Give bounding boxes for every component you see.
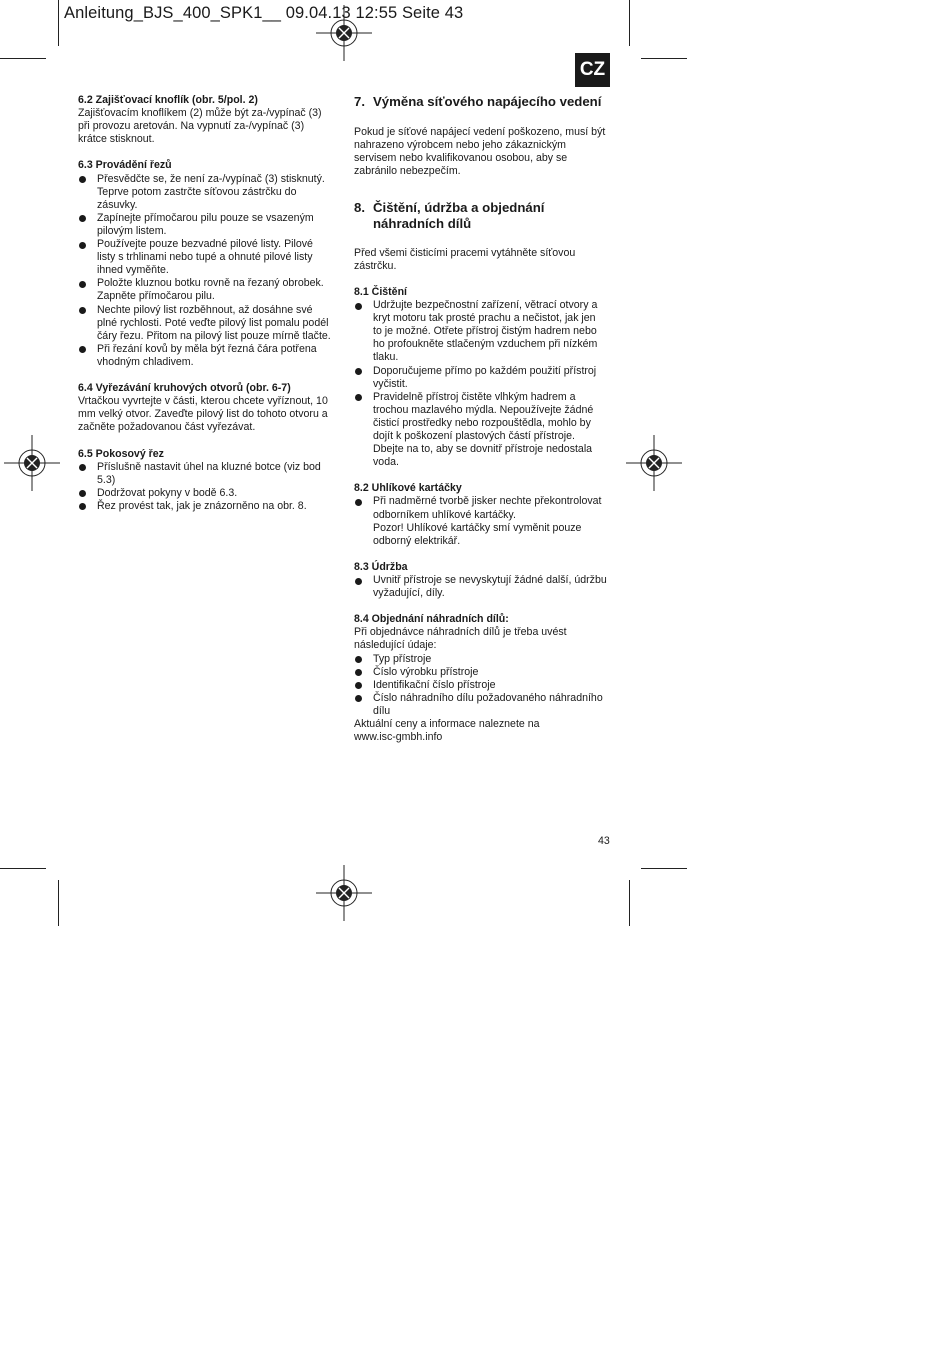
- text-line: zásuvky.: [97, 198, 138, 211]
- list-item: [78, 461, 336, 487]
- text-line: to je možné. Otřete přístroj čistým hadrem nebo: [373, 325, 597, 338]
- list-item: [354, 365, 616, 391]
- text-line: Zapněte přímočarou pilu.: [97, 290, 215, 303]
- list-item: [354, 495, 616, 547]
- list-item: [354, 574, 616, 600]
- language-badge: CZ: [575, 53, 610, 87]
- crop-mark: [629, 880, 630, 926]
- crop-mark: [641, 58, 687, 59]
- list-item: [354, 679, 616, 692]
- text-line: Před všemi čisticími pracemi vytáhněte síťovou: [354, 246, 576, 259]
- text-line: tlaku.: [373, 351, 399, 364]
- list-item: [78, 238, 336, 277]
- text-line: Typ přístroje: [373, 652, 432, 665]
- text-line: Položte kluznou botku rovně na řezaný obrobek.: [97, 277, 324, 290]
- text-line: Udržujte bezpečnostní zařízení, větrací otvory a: [373, 299, 598, 312]
- list-item: [78, 277, 336, 303]
- text-line: ho profoukněte stlačeným vzduchem při nízkém: [373, 338, 598, 351]
- text-line: plné rychlosti. Poté veďte pilový list pomalu podél: [97, 316, 329, 329]
- text-line: Identifikační číslo přístroje: [373, 678, 496, 691]
- chapter-title: Výměna síťového napájecího vedení: [373, 94, 602, 109]
- text-line: pilovým listem.: [97, 224, 167, 237]
- text-line: Při řezání kovů by měla být řezná čára potřena: [97, 342, 317, 355]
- text-line: servisem nebo kvalifikovanou osobou, aby se: [354, 152, 568, 165]
- text-line: Zajišťovacím knoflíkem (2) může být za-/vypínač (3): [78, 107, 322, 120]
- text-line: ihned vyměňte.: [97, 264, 169, 277]
- text-line: Pozor! Uhlíkové kartáčky smí vyměnit pouze: [373, 521, 582, 534]
- text-line: Aktuální ceny a informace naleznete na: [354, 718, 540, 731]
- bullet-list: [78, 461, 336, 513]
- list-item: [354, 391, 616, 470]
- text-line: vyžadující, díly.: [373, 587, 445, 600]
- list-item: [354, 653, 616, 666]
- text-line: dojít k poškození plastových částí přístroje.: [373, 429, 575, 442]
- list-item: [78, 343, 336, 369]
- text-line: dílu: [373, 704, 391, 717]
- section-8-4-title: 8.4 Objednání náhradních dílů:: [354, 613, 509, 626]
- crop-mark: [58, 880, 59, 926]
- chapter-title: Čištění, údržba a objednání: [373, 199, 545, 215]
- text-line: krátce stisknout.: [78, 133, 155, 146]
- text-line: Číslo výrobku přístroje: [373, 665, 479, 678]
- text-line: Zapínejte přímočarou pilu pouze se vsazeným: [97, 211, 314, 224]
- text-line: Při objednávce náhradních dílů je třeba uvést: [354, 626, 567, 639]
- registration-mark-icon: [316, 865, 372, 921]
- text-line: Vrtačkou vyvrtejte v části, kterou chcete vyříznout, 10: [78, 395, 328, 408]
- bullet-list: [354, 495, 616, 547]
- section-6-2-title: 6.2 Zajišťovací knoflík (obr. 5/pol. 2): [78, 94, 258, 106]
- bullet-list: [78, 173, 336, 369]
- crop-mark: [629, 0, 630, 46]
- text-line: Doporučujeme přímo po každém použití přístroj: [373, 364, 597, 377]
- text-line: čisticí prostředky nebo rozpouštědla, mohlo by: [373, 416, 591, 429]
- text-line: odborníkem uhlíkové kartáčky.: [373, 508, 516, 521]
- bullet-list: [354, 574, 616, 600]
- chapter-8-heading-cont: [354, 216, 616, 232]
- registration-mark-icon: [316, 5, 372, 61]
- website-link: www.isc-gmbh.info: [354, 731, 443, 744]
- text-line: Dodržovat pokyny v bodě 6.3.: [97, 486, 238, 499]
- bullet-list: [354, 653, 616, 718]
- registration-mark-icon: [626, 435, 682, 491]
- crop-mark: [58, 0, 59, 46]
- chapter-title: náhradních dílů: [373, 215, 472, 231]
- text-line: Řez provést tak, jak je znázorněno na obr. 8.: [97, 499, 307, 512]
- right-column: [354, 94, 616, 744]
- chapter-7-heading: [354, 94, 616, 110]
- text-line: při provozu aretován. Na vypnutí za-/vypínač (3): [78, 120, 305, 133]
- text-line: Příslušně nastavit úhel na kluzné botce (viz bod: [97, 460, 321, 473]
- text-line: Teprve potom zastrčte síťovou zástrčku do: [97, 185, 297, 198]
- list-item: [78, 173, 336, 212]
- section-8-3-title: 8.3 Údržba: [354, 560, 408, 573]
- page-number: 43: [598, 835, 610, 847]
- crop-mark: [0, 868, 46, 869]
- text-line: zabránilo nebezpečím.: [354, 165, 461, 178]
- text-line: listy s trhlinami nebo tupé a ohnuté pilové listy: [97, 251, 313, 264]
- crop-mark: [0, 58, 46, 59]
- text-line: Uvnitř přístroje se nevyskytují žádné další, údržbu: [373, 574, 607, 586]
- list-item: [78, 304, 336, 343]
- chapter-number: 8.: [354, 199, 365, 215]
- text-line: začněte požadovanou část vyřezávat.: [78, 421, 256, 434]
- list-item: [78, 487, 336, 500]
- chapter-8-heading: [354, 200, 616, 216]
- text-line: kryt motoru tak prosté prachu a nečistot, jak jen: [373, 312, 596, 325]
- left-column: [78, 94, 336, 513]
- registration-mark-icon: [4, 435, 60, 491]
- list-item: [78, 500, 336, 513]
- list-item: [354, 299, 616, 364]
- text-line: Číslo náhradního dílu požadovaného náhradního: [373, 691, 603, 704]
- text-line: vhodným chladivem.: [97, 355, 194, 368]
- text-line: nahrazeno výrobcem nebo jeho zákaznickým: [354, 139, 566, 152]
- section-6-4-title: 6.4 Vyřezávání kruhových otvorů (obr. 6-7): [78, 382, 291, 395]
- list-item: [78, 212, 336, 238]
- list-item: [354, 692, 616, 718]
- crop-mark: [641, 868, 687, 869]
- text-line: zástrčku.: [354, 259, 397, 272]
- text-line: mm velký otvor. Zaveďte pilový list do tohoto otvoru a: [78, 408, 328, 421]
- text-line: Dbejte na to, aby se dovnitř přístroje nedostala: [373, 443, 593, 456]
- text-line: vyčistit.: [373, 377, 408, 390]
- section-8-2-title: 8.2 Uhlíkové kartáčky: [354, 482, 462, 495]
- text-line: Pokud je síťové napájecí vedení poškozeno, musí být: [354, 126, 606, 139]
- list-item: [354, 666, 616, 679]
- text-line: následující údaje:: [354, 639, 437, 652]
- text-line: Přesvědčte se, že není za-/vypínač (3) stisknutý.: [97, 172, 325, 185]
- text-line: odborný elektrikář.: [373, 534, 461, 547]
- text-line: trochou mazlavého mýdla. Nepoužívejte žádné: [373, 403, 594, 416]
- text-line: Nechte pilový list rozběhnout, až dosáhne své: [97, 303, 313, 316]
- section-6-5-title: 6.5 Pokosový řez: [78, 447, 164, 460]
- section-6-3-title: 6.3 Provádění řezů: [78, 159, 172, 172]
- text-line: Používejte pouze bezvadné pilové listy. Pilové: [97, 238, 313, 251]
- text-line: 5.3): [97, 473, 116, 486]
- chapter-number: 7.: [354, 94, 365, 109]
- text-line: čáry řezu. Přitom na pilový list pouze mírně tlačte.: [97, 329, 331, 342]
- section-8-1-title: 8.1 Čištění: [354, 285, 407, 298]
- text-line: voda.: [373, 456, 399, 469]
- print-slug: Anleitung_BJS_400_SPK1__ 09.04.13 12:55 Seite 43: [64, 4, 464, 22]
- text-line: Při nadměrné tvorbě jisker nechte překontrolovat: [373, 495, 602, 508]
- text-line: Pravidelně přístroj čistěte vlhkým hadrem a: [373, 390, 576, 403]
- bullet-list: [354, 299, 616, 469]
